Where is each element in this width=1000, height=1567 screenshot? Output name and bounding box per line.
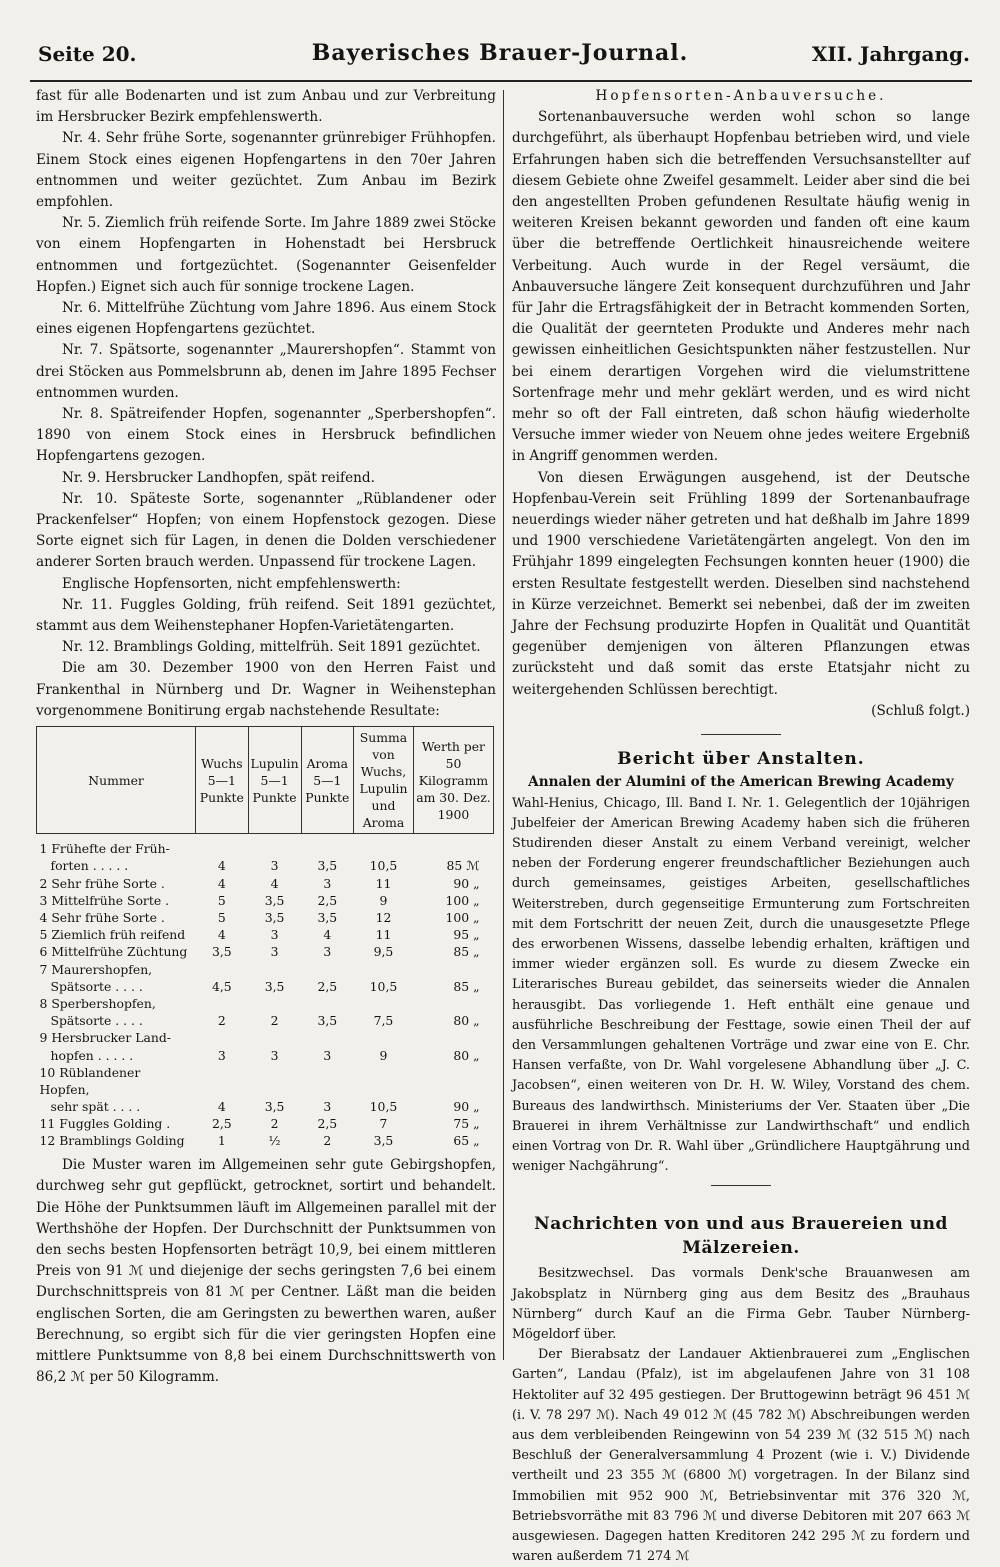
cell-werth: 85 ℳ [446, 858, 480, 874]
cell-lupulin: 3 [270, 858, 279, 874]
right-column [512, 86, 970, 1567]
cell-aroma: 3 [323, 944, 332, 960]
cell-aroma: 2,5 [317, 892, 338, 908]
column-divider [503, 90, 504, 1360]
paragraph-landau: Der Bierabsatz der Landauer Aktienbrauerei zum „Englischen Garten“, Landau (Pfalz), ist im abgelaufenen Jahre von 31 108 Hektoliter auf 32 495 gestiegen. Der Bruttogewinn beträgt 96 451 ℳ (i. V. 78 297 ℳ). Nach 49 012 ℳ (45 782 ℳ) Abschreibungen werden aus dem verbleibenden Reingewinn von 54 239 ℳ (32 515 ℳ) nach Beschluß der Generalversammlung 4 Prozent (wie i. V.) Dividende vertheilt und 23 355 ℳ (6800 ℳ) vorgetragen. In der Bilanz sind Immobilien mit 952 900 ℳ, Betriebsinventar mit 376 320 ℳ, Betriebsvorräthe mit 83 796 ℳ und diverse Debitoren mit 207 663 ℳ ausgewiesen. Dagegen hatten Kreditoren 242 295 ℳ zu fordern und waren außerdem 71 274 ℳ [512, 1347, 970, 1565]
cell-lupulin: 3,5 [264, 978, 285, 994]
cell-wuchs: 4 [217, 858, 226, 874]
table-body [37, 834, 494, 1150]
table-row [37, 1012, 494, 1029]
row-name: 12 Bramblings Golding [39, 1133, 185, 1149]
cell-lupulin: 3 [270, 944, 279, 960]
row-name: 9 Hersbrucker Land- [39, 1030, 171, 1046]
paragraph: Sortenanbauversuche werden wohl schon so lange durchgeführt, als überhaupt Hopfenbau betrieben wird, und viele Erfahrungen haben sich die betreffenden Versuchsanstellter auf diesem Gebiete ohne Zweifel gesammelt. Leider aber sind die bei den angestellten Proben gefundenen Resultate häufig wenig in weiteren Kreisen bekannt geworden und fanden oft eine kaum über die betreffende Oertlichkeit hinausreichende weitere Verbeitung. Auch wurde in der Regel versäumt, die Anbauversuche längere Zeit konsequent durchzuführen und Jahr für Jahr die Ertragsfähigkeit der in Betracht kommenden Sorten, die Qualität der geernteten Produkte und Anderes mehr nach gewissen einheitlichen Gesichtspunkten näher festzustellen. Nur bei einem derartigen Vorgehen wird die vielumstrittene Sortenfrage mehr und mehr geklärt werden, und es wird nicht mehr so oft der Fall eintreten, daß schon häufig wiederholte Versuche immer wieder von Neuem ohne jedes weitere Ergebniß in Angriff genommen werden. [512, 109, 970, 465]
header-wuchs: Wuchs 5—1 Punkte [196, 727, 248, 834]
table-row [37, 960, 494, 977]
paragraph-bonitirung: Die am 30. Dezember 1900 von den Herren Faist und Frankenthal in Nürnberg und Dr. Wagner in Weihenstephan vorgenommene Bonitirung ergab nachstehende Resultate: [36, 660, 496, 719]
header-nummer: Nummer [37, 727, 196, 834]
section-heading-nachrichten: Nachrichten von und aus Brauereien und Mälzereien. [534, 1214, 948, 1259]
cell-wuchs: 4,5 [211, 978, 232, 994]
row-name: 10 Rüblandener Hopfen, [39, 1064, 141, 1097]
cell-summa: 10,5 [369, 858, 398, 874]
cell-summa: 11 [375, 875, 392, 891]
cell-lupulin: 2 [270, 1115, 279, 1131]
paragraph-nr4: Nr. 4. Sehr frühe Sorte, sogenannter grünrebiger Frühhopfen. Einem Stock eines eigenen Hopfengartens in den 70er Jahren entnommen und weiter gezüchtet. Zum Anbau im Bezirk empfohlen. [36, 130, 496, 211]
table-row [37, 1115, 494, 1132]
cell-lupulin: 3 [270, 1047, 279, 1063]
cell-summa: 3,5 [373, 1133, 394, 1149]
table-row [37, 834, 494, 858]
cell-aroma: 2,5 [317, 1115, 338, 1131]
article-subtitle: Annalen der Alumini of the American Brewing Academy [528, 774, 954, 791]
paragraph-summary: Die Muster waren im Allgemeinen sehr gute Gebirgshopfen, durchweg sehr gut gepflückt, getrocknet, sortirt und behandelt. Die Höhe der Punktsummen läuft im Allgemeinen parallel mit der Werthshöhe der Hopfen. Der Durchschnitt der Punktsummen von den sechs besten Hopfensorten beträgt 10,9, bei einem mittleren Preis von 91 ℳ und diejenige der sechs geringsten 7,6 bei einem Durchschnittspreis von 81 ℳ per Centner. Läßt man die beiden englischen Sorten, die am Geringsten zu bewerthen waren, außer Berechnung, so ergibt sich für die vier geringsten Hopfen eine mittlere Punktsumme von 8,8 bei einem Durchschnittswerth von 86,2 ℳ per 50 Kilogramm. [36, 1157, 496, 1386]
cell-summa: 9 [379, 1047, 388, 1063]
cell-lupulin: 3,5 [264, 910, 285, 926]
row-name: 4 Sehr frühe Sorte . [39, 910, 165, 926]
header-lupulin: Lupulin 5—1 Punkte [248, 727, 301, 834]
paragraph-nr7: Nr. 7. Spätsorte, sogenannter „Maurershopfen“. Stammt von drei Stöcken aus Pommelsbrunn ab, denen im Jahre 1895 Fechser entnommen wurden. [36, 342, 496, 401]
row-name-cont: sehr spät . . . . [50, 1098, 141, 1114]
table-header-row [37, 727, 494, 834]
row-name-cont: Spätsorte . . . . [50, 1013, 143, 1029]
cell-werth: 85 „ [453, 944, 480, 960]
paragraph: Von diesen Erwägungen ausgehend, ist der Deutsche Hopfenbau-Verein seit Frühling 1899 der Sortenanbaufrage neuerdings wieder näher getreten und hat deßhalb im Jahre 1899 und 1900 verschiedene Varietätengärten angelegt. Von den im Frühjahr 1899 eingelegten Fechsungen konnten heuer (1900) die ersten Resultate festgestellt werden. Dieselben sind nachstehend in Kürze verzeichnet. Bemerkt sei nebenbei, daß der im zweiten Jahre der Fechsung produzirte Hopfen in Qualität und Quantität gegenüber demjenigen von älteren Pflanzungen etwas zurücksteht und daß somit das erste Etatsjahr nicht zu weitergehenden Schlüssen berechtigt. [512, 469, 970, 698]
cell-werth: 100 „ [445, 892, 480, 908]
cell-aroma: 4 [323, 927, 332, 943]
paragraph-besitzwechsel: Besitzwechsel. Das vormals Denk'sche Brauanwesen am Jakobsplatz in Nürnberg ging aus dem Besitz des „Brauhaus Nürnberg“ durch Kauf an die Firma Gebr. Tauber Nürnberg-Mögeldorf über. [512, 1266, 970, 1342]
cell-werth: 95 „ [453, 927, 480, 943]
cell-summa: 10,5 [369, 1098, 398, 1114]
divider [711, 1185, 771, 1186]
cell-summa: 11 [375, 927, 392, 943]
cell-lupulin: 3,5 [264, 1098, 285, 1114]
cell-wuchs: 5 [217, 910, 226, 926]
cell-werth: 90 „ [453, 875, 480, 891]
row-name: 8 Sperbershopfen, [39, 995, 156, 1011]
header-summa: Summa von Wuchs, Lupulin und Aroma [354, 727, 414, 834]
paragraph-nr12: Nr. 12. Bramblings Golding, mittelfrüh. Seit 1891 gezüchtet. [62, 639, 481, 656]
header-aroma: Aroma 5—1 Punkte [301, 727, 353, 834]
cell-summa: 7,5 [373, 1013, 394, 1029]
row-name: 3 Mittelfrühe Sorte . [39, 892, 170, 908]
paragraph-nr5: Nr. 5. Ziemlich früh reifende Sorte. Im Jahre 1889 zwei Stöcke von einem Hopfengarten in Hohenstadt bei Hersbruck entnommen und fortgezüchtet. (Sogenannter Geisenfelder Hopfen.) Eignet sich auch für sonnige trockene Lagen. [36, 215, 496, 295]
paragraph-nr8: Nr. 8. Spätreifender Hopfen, sogenannter „Sperbershopfen“. 1890 von einem Stock eines in Hersbruck befindlichen Hopfengartens gezogen. [36, 406, 496, 465]
table-row [37, 1029, 494, 1046]
table-row [37, 926, 494, 943]
table-row [37, 874, 494, 891]
paragraph-nr6: Nr. 6. Mittelfrühe Züchtung vom Jahre 1896. Aus einem Stock eines eigenen Hopfengartens gezüchtet. [36, 300, 496, 338]
paragraph: fast für alle Bodenarten und ist zum Anbau und zur Verbreitung im Hersbrucker Bezirk empfehlenswerth. [36, 88, 496, 126]
cell-summa: 7 [379, 1115, 388, 1131]
cell-wuchs: 3 [217, 1047, 226, 1063]
volume-year: XII. Jahrgang. [811, 42, 970, 66]
cell-aroma: 3,5 [317, 858, 338, 874]
divider [701, 734, 781, 735]
table-row [37, 1064, 494, 1098]
paragraph-nr11: Nr. 11. Fuggles Golding, früh reifend. Seit 1891 gezüchtet, stammt aus dem Weihenstephaner Hopfen-Varietätengarten. [36, 596, 496, 635]
table-row [37, 1132, 494, 1149]
header-werth: Werth per 50 Kilogramm am 30. Dez. 1900 [413, 727, 493, 834]
row-name: 1 Frühefte der Früh- [39, 841, 170, 857]
cell-wuchs: 2 [217, 1013, 226, 1029]
cell-lupulin: 3,5 [264, 892, 285, 908]
table-row [37, 995, 494, 1012]
cell-werth: 80 „ [453, 1013, 480, 1029]
page-header [30, 42, 970, 78]
journal-title: Bayerisches Brauer-Journal. [311, 40, 689, 66]
table-row [37, 892, 494, 909]
cell-werth: 90 „ [453, 1098, 480, 1114]
row-name: 2 Sehr frühe Sorte . [39, 875, 165, 891]
left-column [36, 86, 496, 1388]
cell-aroma: 3,5 [317, 910, 338, 926]
cell-werth: 75 „ [453, 1115, 480, 1131]
cell-lupulin: 3 [270, 927, 279, 943]
table-row [37, 978, 494, 995]
table-row [37, 857, 494, 874]
cell-summa: 12 [375, 910, 392, 926]
cell-werth: 85 „ [453, 978, 480, 994]
cell-aroma: 2 [323, 1133, 332, 1149]
table-row [37, 1046, 494, 1063]
cell-lupulin: ½ [268, 1133, 281, 1149]
table-row [37, 909, 494, 926]
cell-werth: 100 „ [445, 910, 480, 926]
table-row [37, 943, 494, 960]
cell-wuchs: 3,5 [211, 944, 232, 960]
cell-summa: 9,5 [373, 944, 394, 960]
cell-lupulin: 4 [270, 875, 279, 891]
cell-aroma: 3 [323, 1047, 332, 1063]
cell-wuchs: 4 [217, 1098, 226, 1114]
section-heading-anbauversuche: Hopfensorten-Anbauversuche. [595, 88, 887, 104]
row-name: 6 Mittelfrühe Züchtung [39, 944, 188, 960]
cell-wuchs: 2,5 [211, 1115, 232, 1131]
row-name-cont: forten . . . . . [50, 858, 129, 874]
paragraph-annalen: Wahl-Henius, Chicago, Ill. Band I. Nr. 1. Gelegentlich der 10jährigen Jubelfeier der American Brewing Academy haben sich die früheren Studirenden dieser Anstalt zu einem Verband vereinigt, welcher neben der Forderung engerer freundschaftlicher Beziehungen auch durch gemeinsames, geistiges Arbeiten, gesellschaftliches Weiterstreben, durch gegenseitige Ermunterung zum Fortschreiten mit dem Fortschritt der neuen Zeit, durch die unausgesetzte Pflege des erworbenen Wissens, dasselbe lebendig erhalten, kräftigen und immer wieder ergänzen soll. Es wurde zu diesem Zwecke ein Literarisches Bureau gebildet, das seinerseits wieder die Annalen herausgibt. Das vorliegende 1. Heft enthält eine genaue und ausführliche Beschreibung der Festtage, sowie einen Theil der auf den Versammlungen gehaltenen Vorträge und zwar eine von E. Chr. Hansen verfaßte, von Dr. Wahl vorgelesene Abhandlung über „J. C. Jacobsen“, einen weiteren von Dr. H. W. Wiley, Vorstand des chem. Bureaus des landwirthsch. Ministeriums der Ver. Staaten über „Die Brauerei in ihrem Verhältnisse zur Landwirthschaft“ und endlich einen Vortrag von Dr. R. Wahl über „Gründlichere Hauptgährung und weniger Nachgährung“. [512, 795, 970, 1175]
row-name: 7 Maurershopfen, [39, 961, 153, 977]
cell-werth: 65 „ [453, 1133, 480, 1149]
cell-aroma: 3 [323, 1098, 332, 1114]
continued-note: (Schluß folgt.) [871, 702, 970, 719]
cell-wuchs: 5 [217, 892, 226, 908]
cell-summa: 9 [379, 892, 388, 908]
cell-wuchs: 1 [217, 1133, 226, 1149]
cell-wuchs: 4 [217, 927, 226, 943]
row-name-cont: Spätsorte . . . . [50, 978, 143, 994]
cell-aroma: 3,5 [317, 1013, 338, 1029]
paragraph-nr9: Nr. 9. Hersbrucker Landhopfen, spät reifend. [62, 469, 375, 486]
cell-aroma: 2,5 [317, 978, 338, 994]
cell-wuchs: 4 [217, 875, 226, 891]
row-name: 5 Ziemlich früh reifend [39, 927, 186, 943]
cell-lupulin: 2 [270, 1013, 279, 1029]
cell-werth: 80 „ [453, 1047, 480, 1063]
cell-summa: 10,5 [369, 978, 398, 994]
section-heading-anstalten: Bericht über Anstalten. [617, 749, 865, 770]
paragraph-nr10: Nr. 10. Späteste Sorte, sogenannter „Rüblandener oder Prackenfelser“ Hopfen; von einem Hopfenstock gezogen. Diese Sorte eignet sich für Lagen, in denen die Dolden verschiedener anderer Sorten brauch werden. Unpassend für trockene Lagen. [36, 490, 496, 571]
header-rule [30, 80, 972, 82]
row-name-cont: hopfen . . . . . [50, 1047, 134, 1063]
paragraph-english-sorts: Englische Hopfensorten, nicht empfehlenswerth: [62, 575, 401, 592]
row-name: 11 Fuggles Golding . [39, 1115, 171, 1131]
page-number: Seite 20. [38, 42, 137, 66]
cell-aroma: 3 [323, 875, 332, 891]
table-row [37, 1098, 494, 1115]
bonitirung-table [36, 726, 494, 1149]
